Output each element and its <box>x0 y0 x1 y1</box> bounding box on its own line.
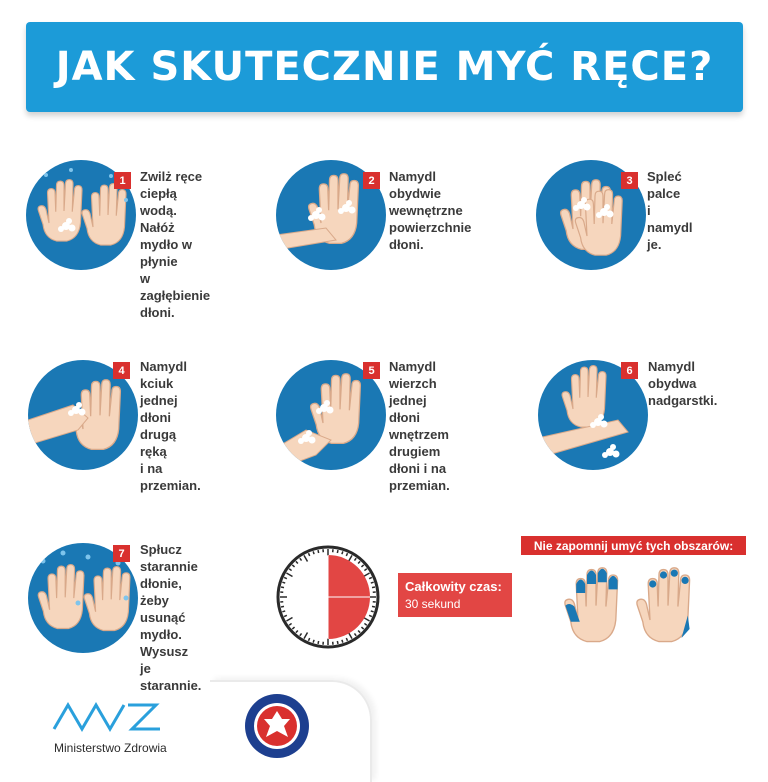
ministry-name: Ministerstwo Zdrowia <box>54 741 167 755</box>
areas-hands-illustration <box>560 560 710 665</box>
total-time-box <box>398 573 512 617</box>
header-banner <box>26 22 743 112</box>
step-4-text: Namydl kciuk jednej dłoni drugą ręką i na przemian. <box>140 358 201 494</box>
step-1-text: Zwilż ręce ciepłą wodą. Nałóż mydło w płynie w zagłębienie dłoni. <box>140 168 210 321</box>
sanitary-inspection-seal <box>244 693 310 764</box>
ministry-logo <box>52 697 162 742</box>
step-5-text: Namydl wierzch jednej dłoni wnętrzem drugiem dłoni i na przemian. <box>389 358 450 494</box>
step-2-text: Namydl obydwie wewnętrzne powierzchnie dłoni. <box>389 168 471 253</box>
step-7-number: 7 <box>113 545 130 562</box>
step-3-number: 3 <box>621 172 638 189</box>
total-time-value: 30 sekund <box>405 597 460 611</box>
total-time-label: Całkowity czas: <box>405 579 502 594</box>
step-1-number: 1 <box>114 172 131 189</box>
step-3-text: Spleć palce i namydl je. <box>647 168 693 253</box>
step-7-text: Spłucz starannie dłonie, żeby usunąć mydło. Wysusz je starannie. <box>140 541 201 694</box>
step-2-number: 2 <box>363 172 380 189</box>
step-5-number: 5 <box>363 362 380 379</box>
timer-clock <box>276 545 380 649</box>
step-6-text: Namydl obydwa nadgarstki. <box>648 358 717 409</box>
areas-reminder-banner: Nie zapomnij umyć tych obszarów: <box>521 536 746 555</box>
step-4-number: 4 <box>113 362 130 379</box>
step-6-number: 6 <box>621 362 638 379</box>
page-title: JAK SKUTECZNIE MYĆ RĘCE? <box>56 44 714 90</box>
